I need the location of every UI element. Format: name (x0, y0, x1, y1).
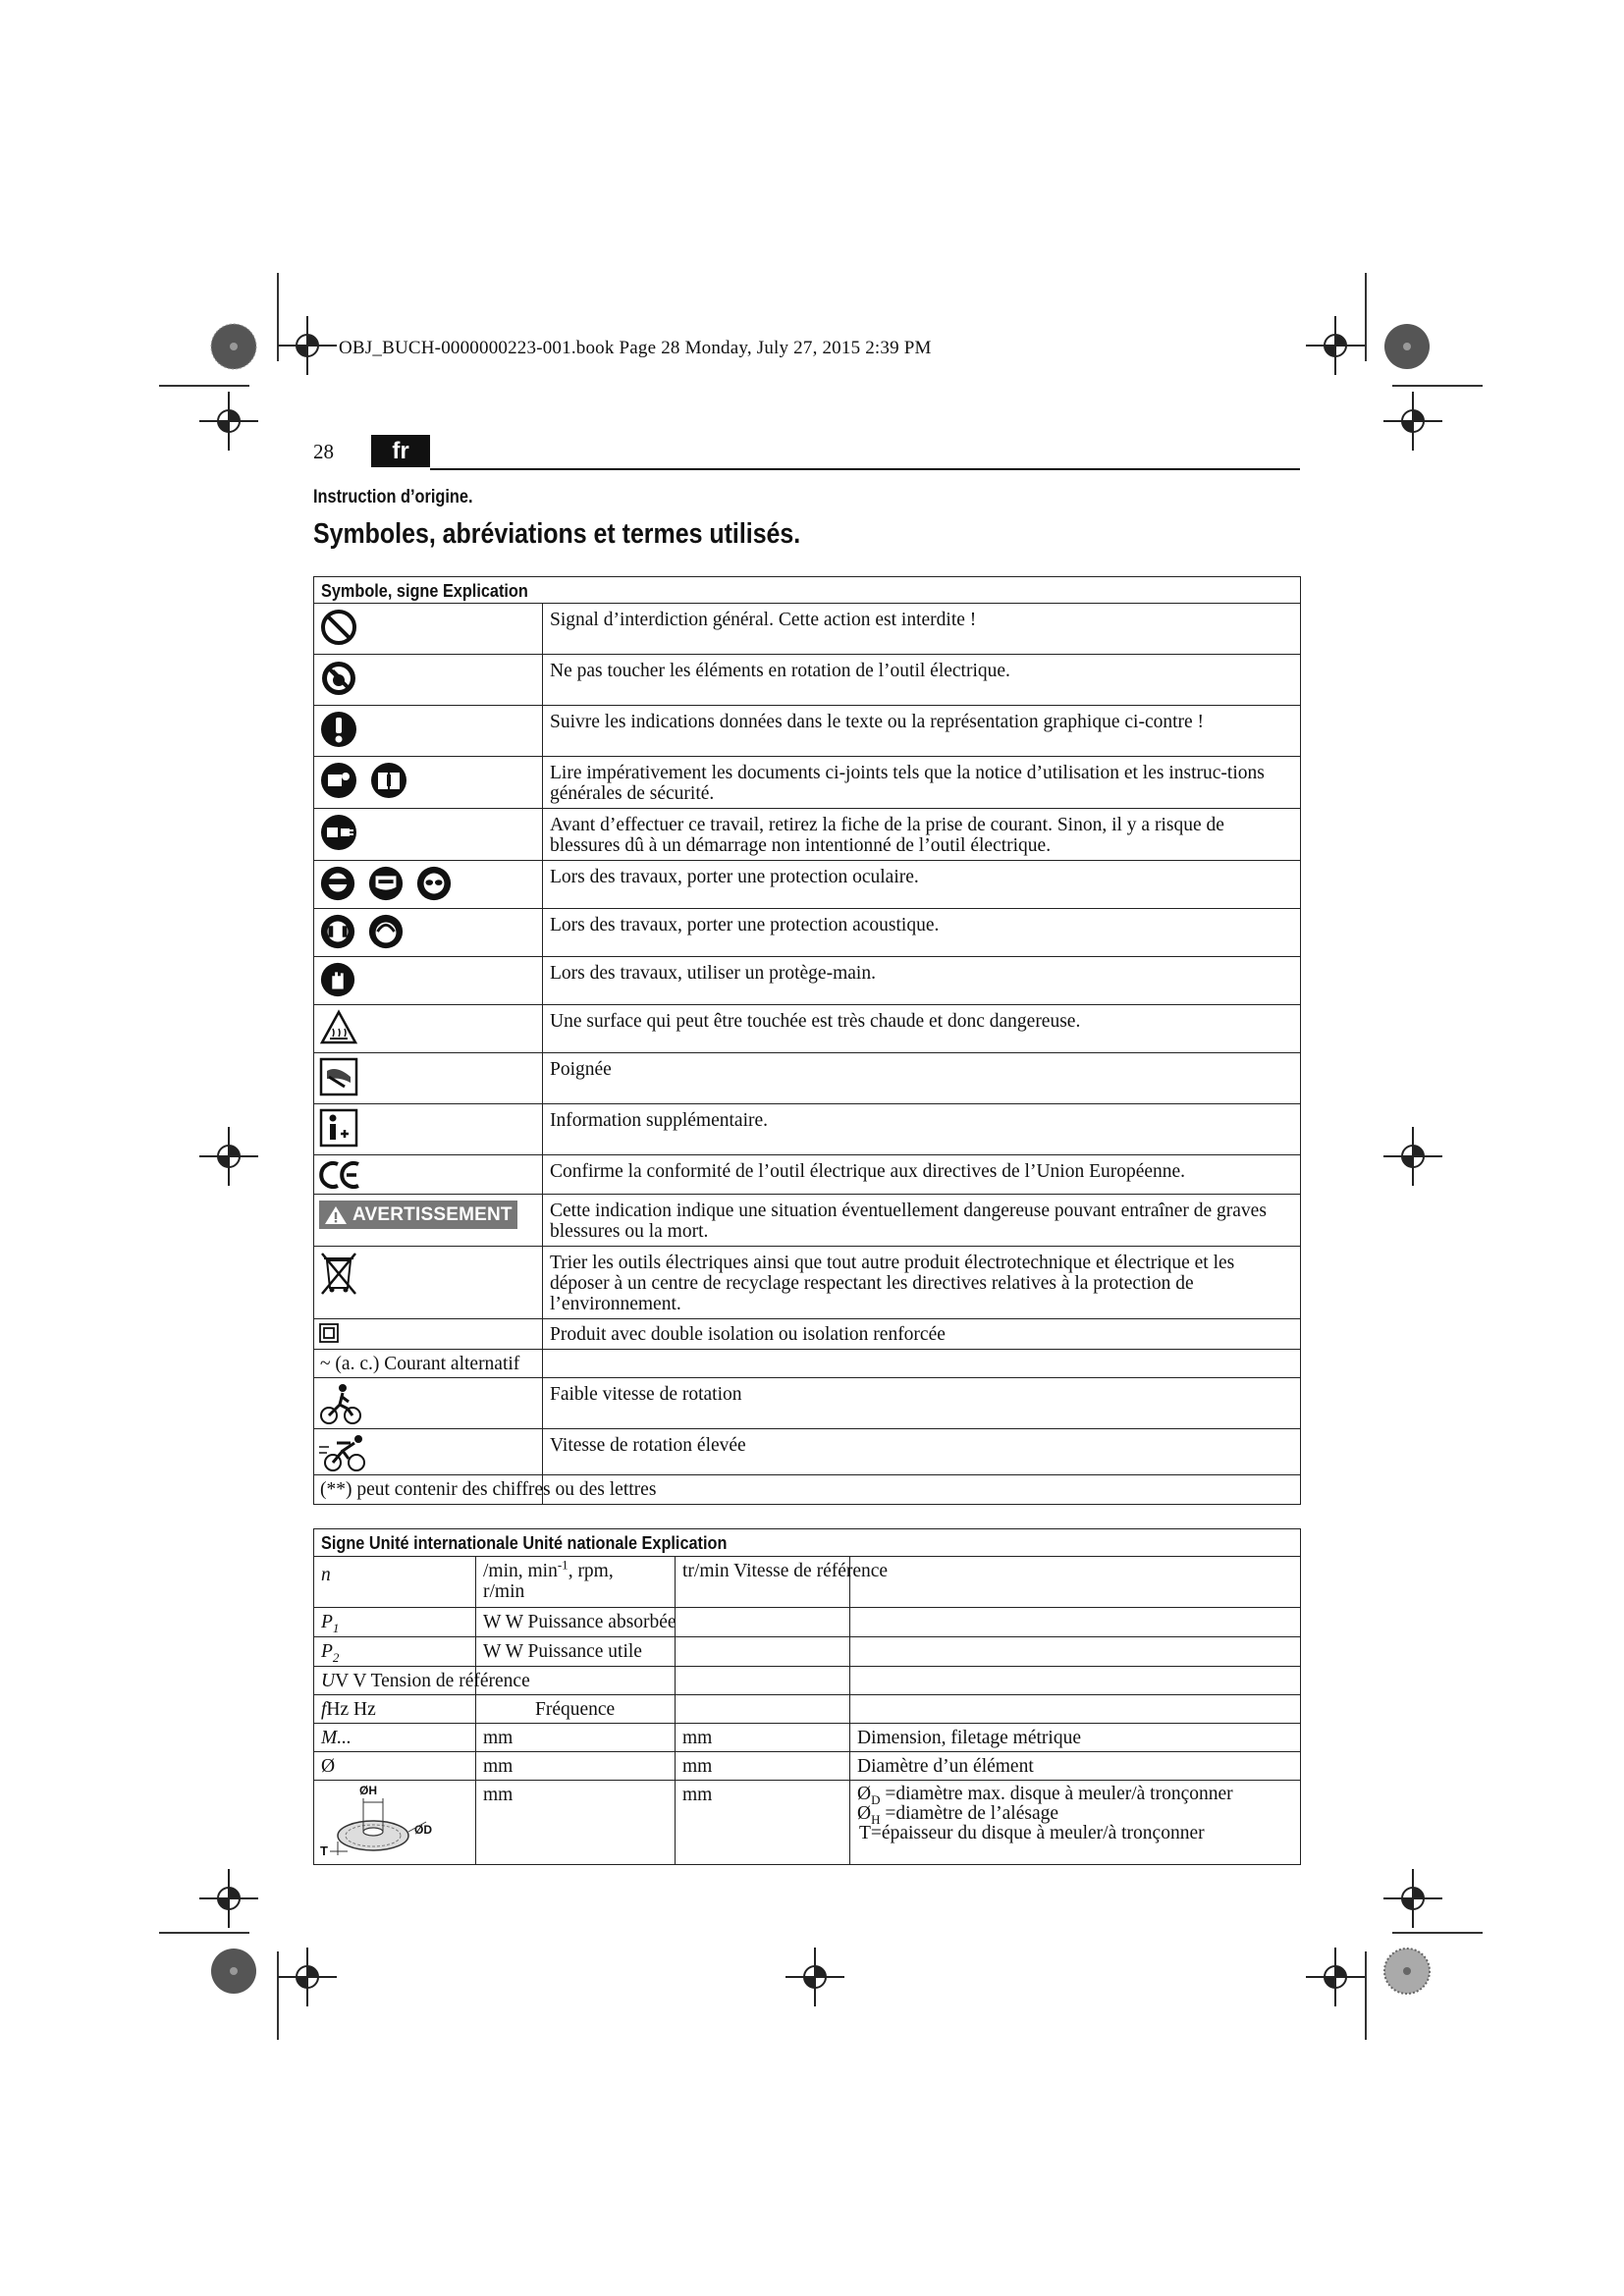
slow-cyclist-icon (319, 1382, 362, 1425)
registration-crosshair-icon (1383, 1869, 1442, 1928)
table-row (314, 809, 1301, 861)
header-rule (430, 468, 1300, 470)
symbol-explanation: Faible vitesse de rotation (543, 1378, 1301, 1429)
print-file-header: OBJ_BUCH-0000000223-001.book Page 28 Monday, July 27, 2015 2:39 PM (339, 338, 932, 358)
handle-icon (319, 1057, 358, 1096)
table-row (314, 1557, 1301, 1608)
explanation-text: =épaisseur du disque à meuler/à tronçonner (870, 1823, 1205, 1843)
explanation-subscript: D (871, 1791, 881, 1807)
unit-superscript: -1 (557, 1557, 568, 1573)
unit-international: /min, min (483, 1561, 558, 1581)
warning-label-text: AVERTISSEMENT (352, 1204, 513, 1225)
page-title: Symboles, abréviations et termes utilisés. (313, 518, 801, 550)
crop-mark (1392, 385, 1483, 387)
crop-mark (1365, 273, 1367, 361)
table-row (314, 957, 1301, 1005)
earmuff-icon (367, 913, 405, 950)
table-row (314, 1608, 1301, 1637)
table-row (314, 1350, 1301, 1378)
table-row (314, 1195, 1301, 1247)
table-row (314, 1005, 1301, 1053)
table-row (314, 1378, 1301, 1429)
symbols-table (313, 576, 1301, 1505)
diagram-label-t: T (320, 1843, 328, 1858)
unit-international: mm (483, 1728, 514, 1748)
page-number: 28 (313, 440, 334, 463)
hot-surface-icon (319, 1009, 358, 1046)
explanation-symbol: T (859, 1823, 871, 1843)
symbol-explanation: Lors des travaux, porter une protection acoustique. (543, 909, 1301, 957)
fast-cyclist-icon (319, 1433, 370, 1472)
read-manual-icons (314, 757, 543, 809)
explanation-line (857, 1824, 1294, 1843)
unit-explanation: Dimension, filetage métrique (857, 1728, 1081, 1748)
registration-crosshair-icon (785, 1948, 844, 2006)
ce-mark-icon (319, 1159, 362, 1191)
symbol-explanation: Cette indication indique une situation éventuellement dangereuse pouvant entraîner de graves blessures ou la mort. (543, 1195, 1301, 1247)
units-table (313, 1528, 1301, 1865)
table-row (314, 1155, 1301, 1195)
table-row (314, 1695, 1301, 1724)
symbol-explanation: Lors des travaux, utiliser un protège-main. (543, 957, 1301, 1005)
table-row (314, 1104, 1301, 1155)
unit-sign: n (321, 1565, 331, 1585)
explanation-text: =diamètre de l’alésage (880, 1803, 1059, 1824)
unit-explanation: Diamètre d’un élément (857, 1756, 1034, 1777)
unit-international: mm (483, 1785, 514, 1805)
symbol-explanation: Poignée (543, 1053, 1301, 1104)
calibration-starburst-icon (209, 1947, 258, 1996)
table-header-row (314, 1529, 1301, 1557)
registration-crosshair-icon (278, 316, 337, 375)
diagram-label-od: ØD (414, 1823, 432, 1837)
table-row (314, 757, 1301, 809)
symbols-table-header: Symbole, signe Explication (321, 580, 528, 601)
table-header-row (314, 577, 1301, 604)
unit-international-rest: , rpm, (568, 1561, 614, 1581)
table-row (314, 706, 1301, 757)
crop-mark (159, 1932, 249, 1934)
unit-sign: Ø (321, 1756, 336, 1777)
double-insulation-icon (319, 1323, 339, 1343)
unit-sign-subscript: 2 (332, 1649, 340, 1665)
table-row (314, 909, 1301, 957)
unplug-icon (319, 813, 358, 852)
unit-international: Fréquence (535, 1699, 616, 1720)
safety-goggles-icon (415, 865, 453, 902)
eye-protection-icon (319, 865, 356, 902)
registration-crosshair-icon (199, 1127, 258, 1186)
table-row (314, 1319, 1301, 1350)
symbol-explanation: Information supplémentaire. (543, 1104, 1301, 1155)
table-row (314, 1637, 1301, 1667)
explanation-subscript: H (871, 1811, 881, 1827)
unit-sign-subscript: 1 (332, 1620, 340, 1635)
unit-sign: f (321, 1699, 327, 1720)
symbol-explanation: Produit avec double isolation ou isolation renforcée (543, 1319, 1301, 1350)
unit-sign: P (321, 1612, 333, 1632)
registration-crosshair-icon (199, 392, 258, 451)
crop-mark (1365, 1951, 1367, 2040)
unit-sign: U (321, 1671, 336, 1691)
unit-international: mm (483, 1756, 514, 1777)
symbol-explanation: Suivre les indications données dans le texte ou la représentation graphique ci-contre ! (543, 706, 1301, 757)
symbol-explanation: Vitesse de rotation élevée (543, 1429, 1301, 1475)
unit-sign-rest: V V Tension de référence (335, 1671, 530, 1691)
registration-crosshair-icon (1383, 1127, 1442, 1186)
face-shield-icon (367, 865, 405, 902)
unit-explanation (850, 1781, 1301, 1865)
registration-crosshair-icon (1306, 316, 1365, 375)
table-row (314, 655, 1301, 706)
explanation-line (857, 1803, 1294, 1827)
units-table-header: Signe Unité internationale Unité nationale Explication (321, 1532, 728, 1553)
calibration-starburst-icon (1382, 1947, 1432, 1996)
registration-crosshair-icon (1383, 392, 1442, 451)
calibration-starburst-icon (209, 322, 258, 371)
safety-instructions-icon (319, 761, 358, 800)
unit-international: W W Puissance utile (483, 1641, 642, 1662)
unit-international: W W Puissance absorbée (483, 1612, 677, 1632)
unit-national: mm (682, 1728, 713, 1748)
warning-label (319, 1201, 517, 1229)
hearing-protection-icons (314, 909, 543, 957)
unit-national: mm (682, 1756, 713, 1777)
document-subtitle: Instruction d’origine. (313, 487, 473, 507)
symbol-explanation: Une surface qui peut être touchée est très chaude et donc dangereuse. (543, 1005, 1301, 1053)
registration-crosshair-icon (1306, 1948, 1365, 2006)
symbol-explanation: Confirme la conformité de l’outil électrique aux directives de l’Union Européenne. (543, 1155, 1301, 1195)
eye-protection-icons (314, 861, 543, 909)
explanation-symbol: Ø (857, 1803, 872, 1824)
table-row (314, 1475, 1301, 1505)
table-row (314, 1781, 1301, 1865)
table-row (314, 1752, 1301, 1781)
table-row (314, 1247, 1301, 1319)
unit-sign-rest: Hz Hz (326, 1699, 376, 1720)
symbol-explanation: Signal d’interdiction général. Cette action est interdite ! (543, 604, 1301, 655)
calibration-starburst-icon (1382, 322, 1432, 371)
symbol-explanation: Lire impérativement les documents ci-joints tels que la notice d’utilisation et les instruc-tions générales de sécurité. (543, 757, 1301, 809)
weee-bin-icon (319, 1251, 358, 1296)
table-row (314, 604, 1301, 655)
table-row (314, 1724, 1301, 1752)
read-manual-icon (369, 761, 408, 800)
mandatory-exclamation-icon (319, 710, 358, 749)
symbol-explanation: Avant d’effectuer ce travail, retirez la fiche de la prise de courant. Sinon, il y a risque de blessures dû à un démarrage non intentionné de l’outil électrique. (543, 809, 1301, 861)
symbol-explanation: (**) peut contenir des chiffres ou des lettres (320, 1479, 657, 1500)
do-not-touch-rotating-parts-icon (319, 659, 358, 698)
unit-sign: M... (321, 1728, 352, 1748)
language-tag: fr (371, 435, 430, 467)
table-row (314, 1429, 1301, 1475)
table-row (314, 1053, 1301, 1104)
symbol-explanation: Ne pas toucher les éléments en rotation de l’outil électrique. (543, 655, 1301, 706)
diagram-label-oh: ØH (359, 1784, 377, 1797)
unit-national: tr/min Vitesse de référence (682, 1561, 889, 1581)
registration-crosshair-icon (199, 1869, 258, 1928)
table-row (314, 1667, 1301, 1695)
explanation-symbol: Ø (857, 1784, 872, 1804)
disc-dimensions-diagram (318, 1783, 442, 1859)
unit-international-2: r/min (483, 1581, 525, 1602)
registration-crosshair-icon (278, 1948, 337, 2006)
symbol-explanation: Trier les outils électriques ainsi que tout autre produit électrotechnique et électrique et les déposer à un centre de recyclage respectant les directives relatives à la protection de l’environnement. (543, 1247, 1301, 1319)
explanation-line (857, 1784, 1294, 1807)
info-plus-icon (319, 1108, 358, 1148)
symbol-explanation: ~ (a. c.) Courant alternatif (320, 1354, 520, 1374)
unit-sign: P (321, 1641, 333, 1662)
warning-triangle-icon (324, 1205, 348, 1225)
table-row (314, 861, 1301, 909)
hand-protection-icon (319, 961, 356, 998)
explanation-text: =diamètre max. disque à meuler/à tronçonner (880, 1784, 1233, 1804)
ear-protection-icon (319, 913, 356, 950)
crop-mark (159, 385, 249, 387)
prohibition-sign-icon (319, 608, 358, 647)
symbol-explanation: Lors des travaux, porter une protection oculaire. (543, 861, 1301, 909)
crop-mark (1392, 1932, 1483, 1934)
unit-national: mm (682, 1785, 713, 1805)
